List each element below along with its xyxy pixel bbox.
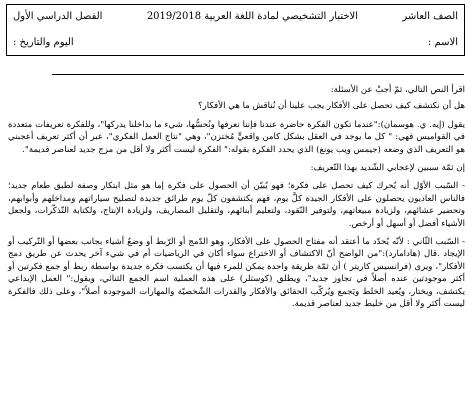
grade-label: الصف العاشر [402, 11, 458, 22]
passage-intro: إن ثمّة سببين لإعجابي الشّديد بهذا التّعريف: [310, 163, 465, 174]
semester-label: الفصل الدراسي الأول [13, 11, 103, 22]
passage-reason-2: - السّبب الثّاني : لأنّه يُحدّد ما أعتقد أنه مفتاح الحصول على الأفكار، وهو الدّمج أو الرّبط أو وضعُ أشياء بجانب بعضها أو التّركيب أو الإيجاد .قال (هادامارد):"من الواضح أنّ الاكتشاف أو الاختراع سواء أكان في الرياضيات أم في شيء آخر يحدث عن طريق دمج الأفكار"، ويرى (فرانسيس كاريتر ) أن ثمّة طريقة واحدة يمكن للمرء فيها أن يكتسب فكرة جديدة بواسطة ربط أو جمع فكرتين أو أكثر موجودتين عنده أصلاً في تجاوز جديد"، ويطلق (كوستلر) على هذه العملية اسم الجمع الثنائي، ويقول:" العمل الإبداعي يكتشف، ويختار، ويُعيد الخلط ويَجمع ويُركّب الحقائق والأفكار والقدرات الشّخصيّة والمهارات الموجودة أصلاً"، وعلى ذلك فالفكرة ليست أكثر ولا أقل من خليط جديد لعناصر قديمة. [8, 237, 465, 310]
name-label: الاسم : [427, 37, 458, 48]
divider-line [52, 74, 464, 75]
exam-title: الاختبار التشخيصي لمادة اللغة العربية 2019/2018 [146, 11, 359, 22]
passage-reason-1: - السّبب الأوّل أنه يُحرك كيف تحصل على فكرة؛ فهو يُبيّن أن الحصول على فكرة إما هو مثل ابتكار وصفة لطبق طعام جديد؛ فالناس العاديون يحصلون على الأفكار الجيدة كلَّ يوم، فهم يكتشفون كلّ يوم طرائق جديدة لتصليح سياراتهم ومداخلهم وأبوابهم، وتحضير عشائهم، ولزيادة مبيعاتهم، ولتوفير النّقود، ولتعليم أبنائهم، ولتقليل المصاريف، ولزيادة الإنتاج، ولكتابة التّذكّرات، ولجعل الأشياء أفضل أو أسهل أو أرخص. [8, 181, 465, 229]
reading-passage [8, 84, 465, 317]
exam-header [6, 4, 465, 56]
instruction-text: اقرأ النص التالي، ثمّ أجبْ عن الأسئلة: [330, 85, 465, 95]
passage-question: هل أن نكتشف كيف تحصل على الأفكار يجب علينا أن نُناقش ما هي الأفكار؟ [198, 101, 465, 112]
header-row-bottom [13, 37, 458, 48]
passage-paragraph-1: يقول (إيه. ي. هوسمان):"عندما تكون الفكرة حاضرة عندنا فإننا نعرفها ونُحسُّها، شيء ما بداخلنا يدركها"، وللفكرة تعريفات متعددة في القواميس فهي: " كل ما يوجد في العقل بشكل كامن واقعيٍّ مُختزن"، وهي "نتاج العمل الفكري"، عبر أن أكثر تعريف أعجبني هو التعريف الذي وضعه (جيمس ويب يونغ) الذي يحدد الفكرة بقوله:" الفكرة ليست أكثر ولا أقل من مزج جديد لعناصر قديمة". [8, 119, 465, 155]
header-row-top [13, 11, 458, 22]
date-label: اليوم والتاريخ : [13, 37, 74, 48]
